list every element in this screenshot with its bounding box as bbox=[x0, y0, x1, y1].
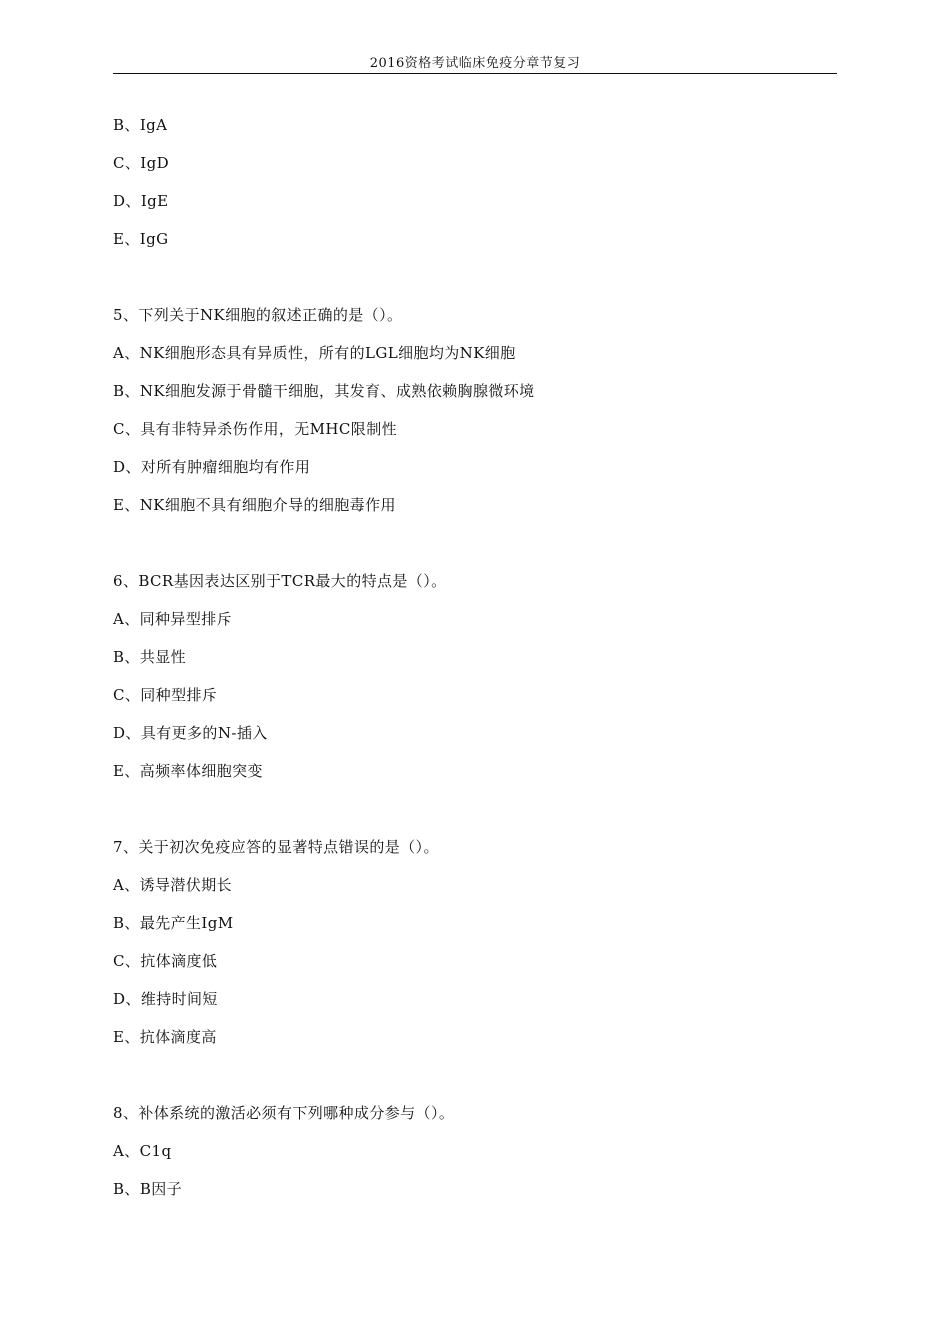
question-8-option-a: A、C1q bbox=[113, 1142, 172, 1160]
question-7: 7、关于初次免疫应答的显著特点错误的是（）。 bbox=[113, 838, 439, 856]
question-5-option-b: B、NK细胞发源于骨髓干细胞，其发育、成熟依赖胸腺微环境 bbox=[113, 382, 535, 400]
question-6-option-d: D、具有更多的N-插入 bbox=[113, 724, 268, 742]
question-5-option-e: E、NK细胞不具有细胞介导的细胞毒作用 bbox=[113, 496, 396, 514]
question-8-option-b: B、B因子 bbox=[113, 1180, 183, 1198]
header-divider bbox=[113, 73, 837, 74]
question-5: 5、下列关于NK细胞的叙述正确的是（）。 bbox=[113, 306, 403, 324]
question-6-option-a: A、同种异型排斥 bbox=[113, 610, 233, 628]
question-6-option-e: E、高频率体细胞突变 bbox=[113, 762, 263, 780]
option-b-iga: B、IgA bbox=[113, 116, 168, 134]
question-7-option-c: C、抗体滴度低 bbox=[113, 952, 218, 970]
question-5-option-c: C、具有非特异杀伤作用，无MHC限制性 bbox=[113, 420, 397, 438]
option-e-igg: E、IgG bbox=[113, 230, 169, 248]
option-d-ige: D、IgE bbox=[113, 192, 169, 210]
question-8: 8、补体系统的激活必须有下列哪种成分参与（）。 bbox=[113, 1104, 455, 1122]
question-6-option-c: C、同种型排斥 bbox=[113, 686, 218, 704]
question-7-option-d: D、维持时间短 bbox=[113, 990, 218, 1008]
question-7-option-a: A、诱导潜伏期长 bbox=[113, 876, 233, 894]
question-5-option-d: D、对所有肿瘤细胞均有作用 bbox=[113, 458, 311, 476]
question-5-option-a: A、NK细胞形态具有异质性，所有的LGL细胞均为NK细胞 bbox=[113, 344, 516, 362]
question-6-option-b: B、共显性 bbox=[113, 648, 187, 666]
question-6: 6、BCR基因表达区别于TCR最大的特点是（）。 bbox=[113, 572, 447, 590]
page-header-title: 2016资格考试临床免疫分章节复习 bbox=[369, 56, 581, 71]
option-c-igd: C、IgD bbox=[113, 154, 170, 172]
question-7-option-e: E、抗体滴度高 bbox=[113, 1028, 217, 1046]
question-7-option-b: B、最先产生IgM bbox=[113, 914, 234, 932]
